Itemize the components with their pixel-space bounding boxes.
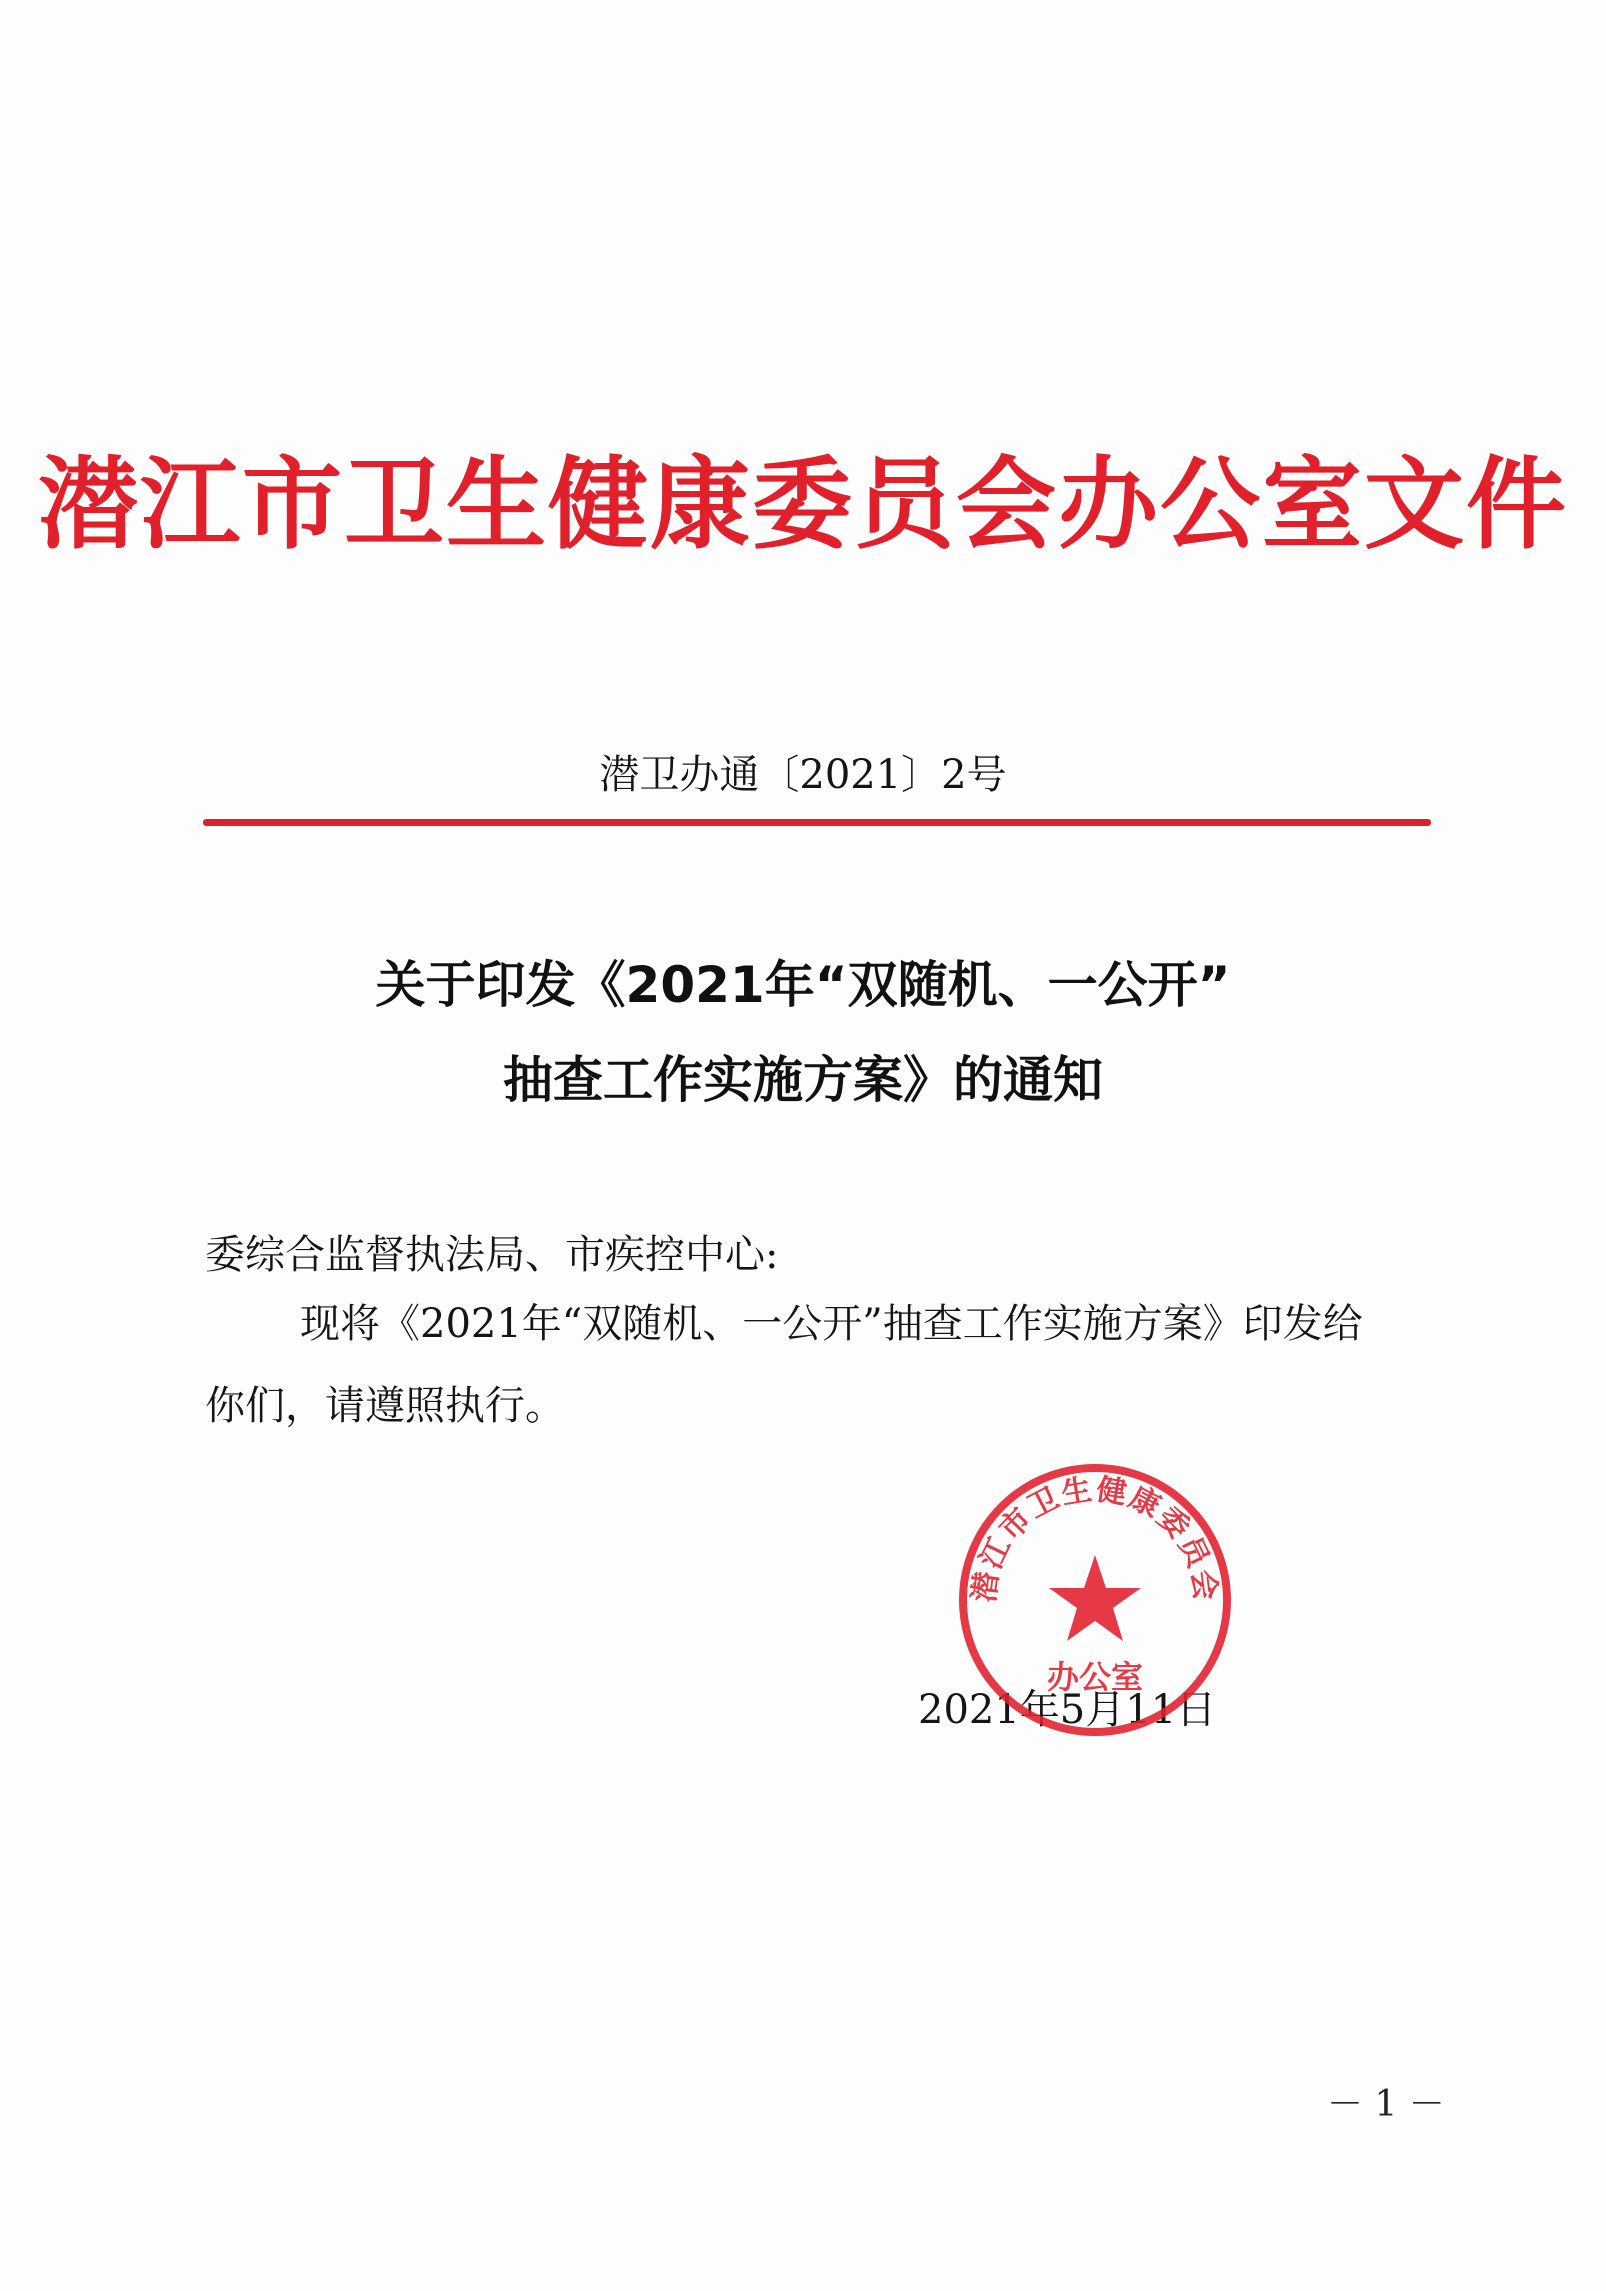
body-paragraph-line1: 现将《2021年“双随机、一公开”抽查工作实施方案》印发给 [300,1301,1363,1347]
notice-title-line2: 抽查工作实施方案》的通知 [503,1051,1103,1109]
official-seal-icon [955,1460,1235,1740]
document-number: 潜卫办通〔2021〕2号 [599,752,1007,798]
masthead-title: 潜江市卫生健康委员会办公室文件 [38,446,1568,563]
seal-bottom-text: 办公室 [1046,1658,1144,1696]
page-number: － 1 － [1327,2084,1445,2125]
issue-date: 2021年5月11日 [918,1687,1217,1733]
body-paragraph-line2: 你们，请遵照执行。 [205,1383,565,1429]
red-divider-line [203,819,1431,826]
recipients-line: 委综合监督执法局、市疾控中心: [205,1232,779,1278]
seal-arc-text: 潜江市卫生健康委员会 [966,1472,1224,1605]
notice-title-line1: 关于印发《2021年“双随机、一公开” [375,956,1231,1014]
